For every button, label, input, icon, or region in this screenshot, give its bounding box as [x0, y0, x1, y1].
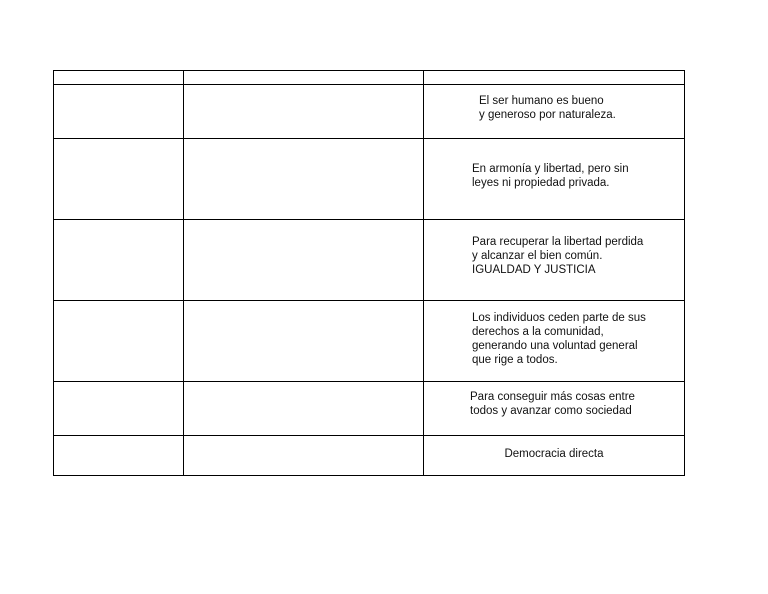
cell-text [184, 220, 423, 235]
table-cell [424, 85, 685, 139]
cell-text: Democracia directa [504, 448, 604, 460]
table-cell [184, 139, 424, 220]
table-cell [184, 301, 424, 382]
table-cell [424, 436, 685, 476]
table-cell [424, 220, 685, 301]
cell-text [54, 220, 183, 235]
table-row [54, 139, 685, 220]
table-row [54, 301, 685, 382]
cell-text [54, 85, 183, 94]
table-cell [54, 71, 184, 85]
cell-text: El ser humano es bueno y generoso por naturaleza. [479, 95, 616, 121]
table-cell [424, 71, 685, 85]
document-table [53, 70, 685, 476]
cell-text: Para recuperar la libertad perdida y alcanzar el bien común. IGUALDAD Y JUSTICIA [472, 236, 644, 276]
table-cell [424, 382, 685, 436]
table-cell [184, 436, 424, 476]
table-cell [54, 85, 184, 139]
cell-text: Los individuos ceden parte de sus derechos a la comunidad, generando una voluntad general que rige a todos. [472, 312, 646, 366]
cell-text [184, 85, 423, 94]
table-cell [54, 301, 184, 382]
cell-text: Para conseguir más cosas entre todos y avanzar como sociedad [470, 391, 635, 417]
table-cell [54, 220, 184, 301]
table-cell [54, 139, 184, 220]
table-row [54, 220, 685, 301]
table-header-row [54, 71, 685, 85]
cell-text [54, 139, 183, 162]
cell-text [184, 301, 423, 311]
cell-text [184, 139, 423, 162]
table-cell [54, 436, 184, 476]
table-cell [184, 85, 424, 139]
cell-text [54, 301, 183, 311]
cell-text [54, 436, 183, 447]
table-row [54, 85, 685, 139]
cell-text [184, 382, 423, 390]
table-cell [184, 382, 424, 436]
table-cell [184, 220, 424, 301]
table-row [54, 382, 685, 436]
table-cell [424, 139, 685, 220]
table-cell [54, 382, 184, 436]
table-cell [184, 71, 424, 85]
cell-text [54, 382, 183, 390]
cell-text: En armonía y libertad, pero sin leyes ni propiedad privada. [472, 163, 629, 189]
cell-text [184, 436, 423, 447]
table-cell [424, 301, 685, 382]
table-row [54, 436, 685, 476]
